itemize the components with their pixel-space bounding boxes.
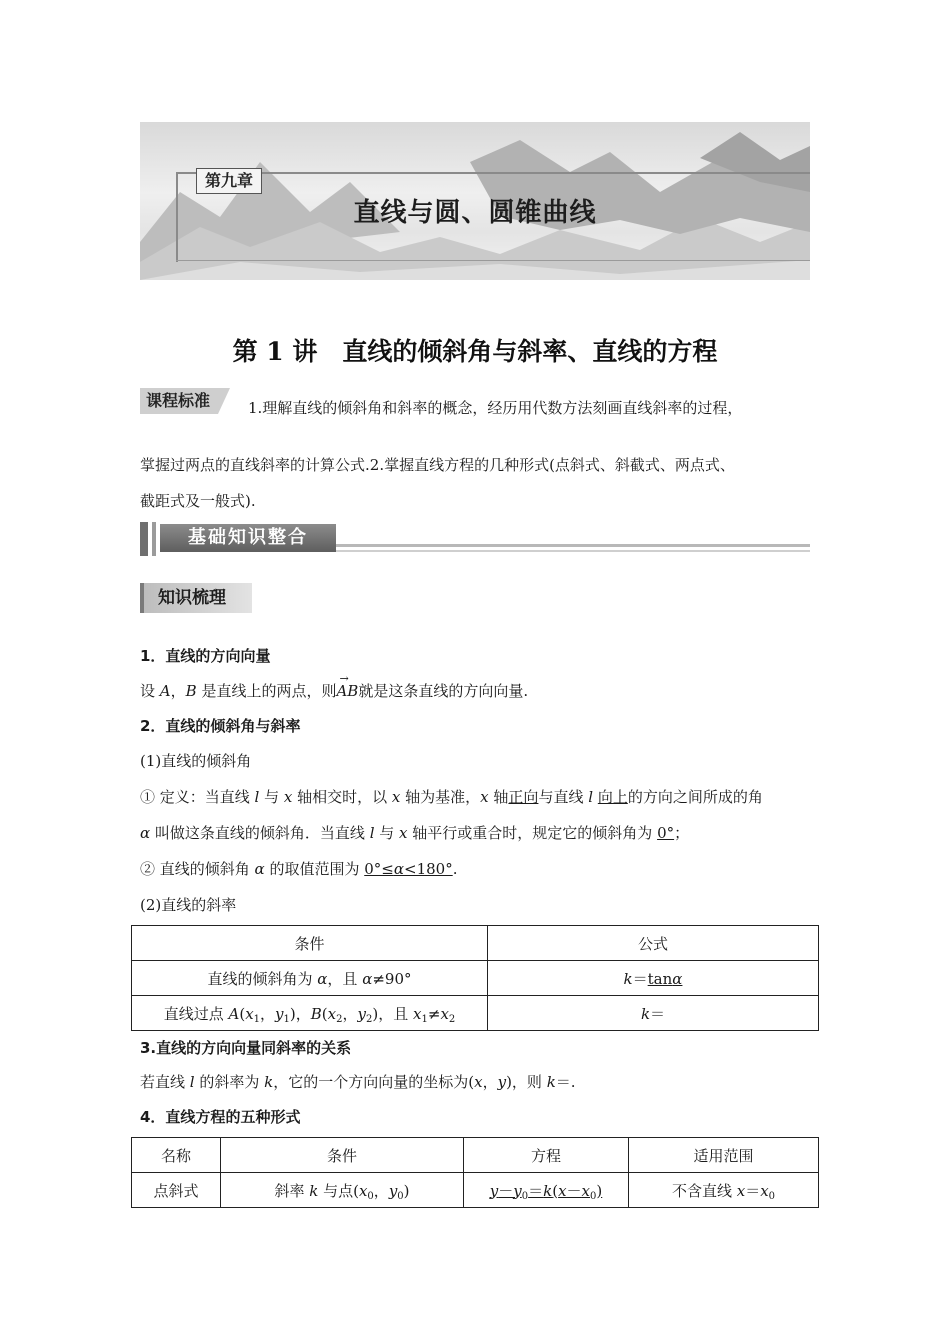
var-k: k — [640, 1004, 651, 1023]
table-header-cell: 方程 — [464, 1138, 629, 1173]
subsection-2-1: (1)直线的倾斜角 — [140, 752, 252, 770]
subscript: 0 — [521, 1190, 529, 1202]
section-3-heading: 3.直线的方向向量同斜率的关系 — [140, 1039, 352, 1057]
table-cell — [221, 1173, 464, 1208]
course-standard-badge: 课程标准 — [140, 388, 218, 414]
var-x: x — [245, 1004, 254, 1023]
text-run: 是直线上的两点，则 — [196, 682, 337, 700]
subsection-2-2: (2)直线的斜率 — [140, 896, 237, 914]
text-run: 0°≤ — [364, 860, 394, 878]
text-run: 斜率 — [274, 1181, 310, 1200]
subscript: 2 — [366, 1013, 373, 1025]
answer-blank — [490, 1182, 603, 1200]
text-run: 与直线 — [538, 788, 589, 806]
subscript: 0 — [590, 1190, 597, 1202]
text-run: 与 — [374, 824, 400, 842]
var-x: x — [399, 824, 408, 842]
table-header-cell: 公式 — [488, 926, 819, 961]
definition-line-1 — [140, 786, 763, 808]
chapter-banner — [140, 122, 810, 280]
subscript: 2 — [448, 1013, 456, 1025]
text-run: ＝ — [632, 969, 648, 988]
text-run: ≠90° — [372, 969, 412, 988]
var-x: x — [581, 1181, 591, 1200]
var-x: x — [760, 1181, 769, 1200]
section-bar-rule — [336, 544, 810, 547]
var-x: x — [558, 1181, 567, 1200]
var-k: k — [264, 1073, 274, 1091]
subscript: 0 — [367, 1190, 374, 1202]
var-y: y — [513, 1181, 522, 1200]
var-alpha: α — [393, 860, 404, 878]
var-x: x — [736, 1181, 746, 1200]
text-run: 的斜率为 — [194, 1073, 265, 1091]
section-bar-label: 基础知识整合 — [160, 524, 336, 552]
text-run: tan — [647, 969, 673, 988]
var-l: l — [588, 788, 594, 806]
var-A: A — [228, 1004, 240, 1023]
var-k: k — [309, 1181, 319, 1200]
var-A: A — [159, 682, 171, 700]
slope-table — [131, 925, 819, 1031]
chapter-title: 直线与圆、圆锥曲线 — [353, 198, 597, 228]
table-cell — [488, 996, 819, 1031]
text-run: ( — [552, 1181, 559, 1200]
subscript: 0 — [768, 1190, 776, 1202]
text-run: 的方向之间所成的角 — [627, 788, 763, 806]
lesson-title: 第 1 讲 直线的倾斜角与斜率、直线的方程 — [232, 337, 718, 366]
subscript: 1 — [253, 1013, 261, 1025]
subscript: 1 — [283, 1013, 290, 1025]
table-header-row — [132, 926, 819, 961]
text-run: ＝ — [650, 1004, 666, 1023]
text-run: 轴为基准， — [400, 788, 481, 806]
table-cell: 直线过点 $A(x_1$，$y_1$)，$B(x_2$，$y_2$)，且 $x_1\ne x_2$ — [132, 996, 488, 1031]
var-l: l — [254, 788, 260, 806]
text-run: ， — [373, 1181, 389, 1200]
table-row — [132, 961, 819, 996]
var-x: x — [327, 1004, 337, 1023]
table-row — [132, 996, 819, 1031]
var-x: x — [413, 1004, 422, 1023]
var-x: x — [440, 1004, 449, 1023]
text-run: 若直线 — [140, 1073, 190, 1091]
subscript: 0 — [397, 1190, 404, 1202]
table-row — [132, 1173, 819, 1208]
definition-line-2 — [140, 822, 689, 844]
course-standard-line-2: 掌握过两点的直线斜率的计算公式.2.掌握直线方程的几种形式(点斜式、斜截式、两点式、 — [140, 456, 735, 474]
subscript: 1 — [421, 1013, 428, 1025]
text-run: ＝ — [528, 1181, 544, 1200]
text-run: 与 — [259, 788, 284, 806]
var-alpha: α — [140, 824, 151, 842]
banner-divider — [176, 260, 810, 261]
table-cell: 点斜式 — [132, 1173, 221, 1208]
var-y: y — [357, 1004, 366, 1023]
text-run: ) — [596, 1181, 603, 1200]
var-alpha: α — [317, 969, 328, 988]
section-2-heading: 2．直线的倾斜角与斜率 — [140, 717, 301, 735]
table-header-cell: 条件 — [221, 1138, 464, 1173]
text-run: ) — [403, 1181, 410, 1200]
var-x: x — [358, 1181, 368, 1200]
var-x: x — [391, 788, 401, 806]
var-alpha: α — [672, 969, 683, 988]
table-cell — [629, 1173, 819, 1208]
text-run: ② 直线的倾斜角 — [140, 860, 255, 878]
text-run: ， — [170, 682, 186, 700]
var-k: k — [623, 969, 633, 988]
answer-blank — [364, 860, 452, 878]
section-bar-rule-secondary — [336, 550, 810, 552]
text-run: 设 — [140, 682, 160, 700]
table-header-row — [132, 1138, 819, 1173]
text-run: ＝ — [745, 1181, 761, 1200]
text-run: ① 定义：当直线 — [140, 788, 255, 806]
text-run: . — [452, 860, 458, 878]
chapter-tag: 第九章 — [196, 168, 262, 194]
text-run: ，且 — [327, 969, 363, 988]
var-l: l — [189, 1073, 195, 1091]
var-alpha: α — [362, 969, 373, 988]
table-cell — [488, 961, 819, 996]
text-run: ， — [482, 1073, 498, 1091]
text-run: ，它的一个方向向量的坐标为( — [273, 1073, 475, 1091]
table-header-cell: 条件 — [132, 926, 488, 961]
knowledge-badge: 知识梳理 — [140, 583, 252, 613]
text-run: 直线的倾斜角为 — [207, 969, 318, 988]
var-B: B — [310, 1004, 322, 1023]
course-standard-line-1: 1.理解直线的倾斜角和斜率的概念，经历用代数方法刻画直线斜率的过程， — [248, 399, 743, 417]
vector-AB: → AB — [336, 680, 358, 702]
range-line — [140, 858, 457, 880]
var-x: x — [283, 788, 293, 806]
var-y: y — [275, 1004, 284, 1023]
table-cell — [464, 1173, 629, 1208]
table-cell — [132, 961, 488, 996]
text-run: － — [566, 1181, 582, 1200]
section-4-heading: 4．直线方程的五种形式 — [140, 1108, 301, 1126]
text-run: 轴平行或重合时，规定它的倾斜角为 — [407, 824, 658, 842]
var-x: x — [474, 1073, 483, 1091]
text-run: ≠ — [427, 1004, 441, 1023]
section-bar-mark-secondary — [152, 522, 156, 556]
text-run: 就是这条直线的方向向量. — [358, 682, 529, 700]
answer-blank — [648, 970, 683, 988]
answer-blank: 0° — [657, 824, 675, 842]
var-y: y — [388, 1181, 398, 1200]
text-run: <180° — [404, 860, 453, 878]
text-run: 轴 — [488, 788, 509, 806]
text-run: 不含直线 — [671, 1181, 737, 1200]
var-y: y — [497, 1073, 507, 1091]
section-bar — [140, 522, 810, 556]
subscript: 2 — [336, 1013, 343, 1025]
var-y: y — [489, 1181, 499, 1200]
text-run: ＝. — [555, 1073, 576, 1091]
table-header-cell: 适用范围 — [629, 1138, 819, 1173]
course-standard-line-3: 截距式及一般式). — [140, 492, 256, 510]
var-k: k — [543, 1181, 553, 1200]
var-l: l — [369, 824, 375, 842]
text-run: 轴相交时，以 — [292, 788, 392, 806]
text-run: 的取值范围为 — [264, 860, 365, 878]
text-run: 叫做这条直线的倾斜角．当直线 — [150, 824, 370, 842]
text-run: )，则 — [506, 1073, 547, 1091]
text-run: ； — [674, 824, 690, 842]
section-1-heading: 1．直线的方向向量 — [140, 647, 271, 665]
section-3-text — [140, 1071, 576, 1093]
answer-blank: 向上 — [597, 788, 628, 806]
var-k: k — [546, 1073, 556, 1091]
section-1-text — [140, 680, 528, 702]
text-run: 直线过点 — [163, 1004, 229, 1023]
line-equation-forms-table — [131, 1137, 819, 1208]
text-run: 与点( — [318, 1181, 359, 1200]
text-run: ，且 — [378, 1004, 414, 1023]
text-run: － — [498, 1181, 514, 1200]
section-bar-mark — [140, 522, 148, 556]
var-B: B — [185, 682, 197, 700]
var-alpha: α — [254, 860, 265, 878]
table-header-cell: 名称 — [132, 1138, 221, 1173]
var-x: x — [480, 788, 489, 806]
answer-blank: 正向 — [508, 788, 539, 806]
